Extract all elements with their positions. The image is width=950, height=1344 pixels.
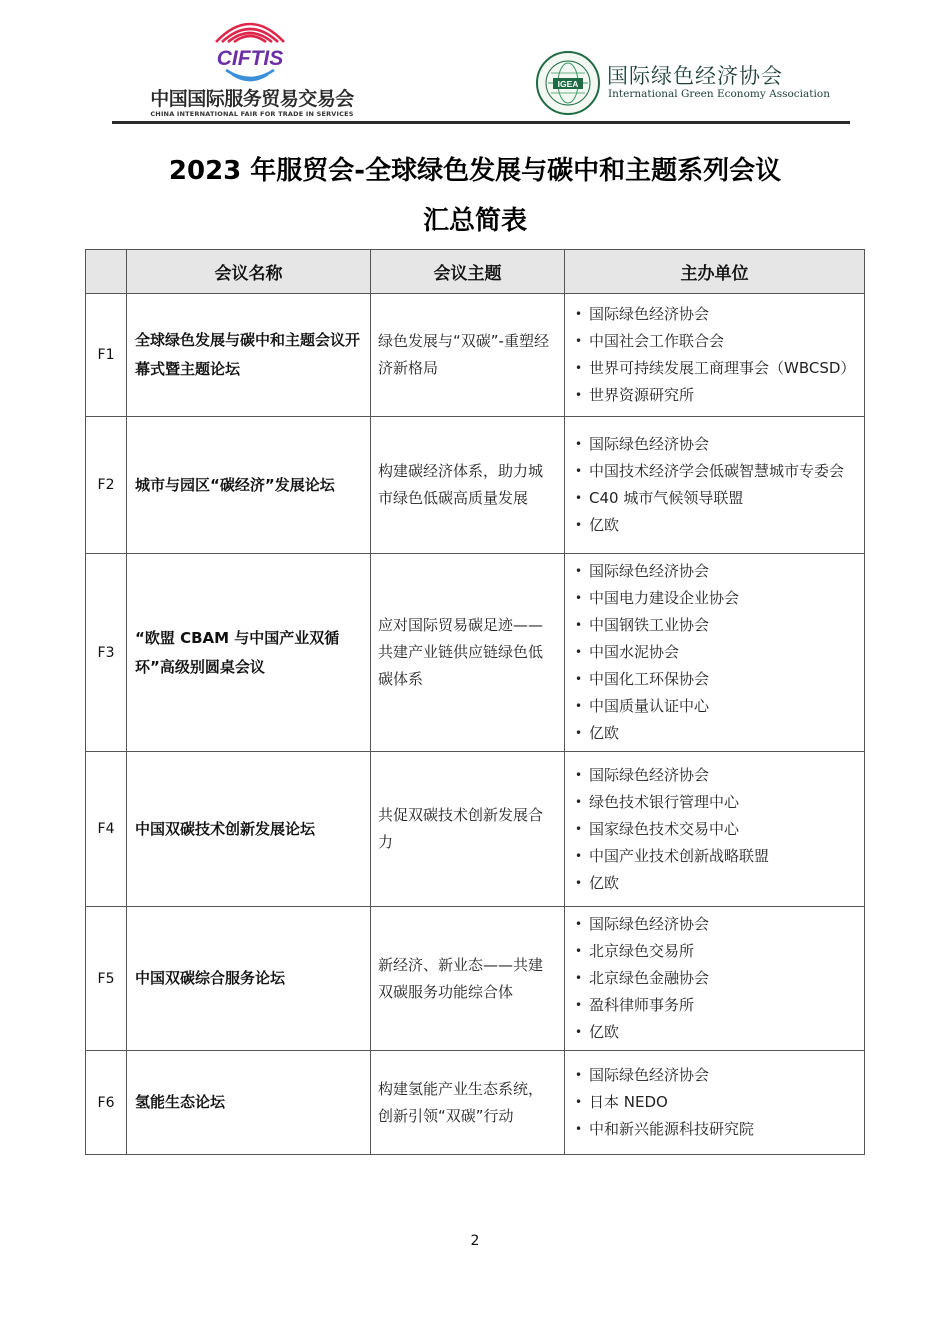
header-theme: 会议主题: [371, 250, 565, 294]
host-list-cell: [565, 417, 865, 554]
host-list-cell: [565, 294, 865, 417]
host-list-cell: [565, 554, 865, 752]
host-item: • 盈科律师事务所: [571, 992, 858, 1019]
meeting-theme: 绿色发展与“双碳”-重塑经济新格局: [371, 294, 565, 417]
host-item: • C40 城市气候领导联盟: [571, 485, 858, 512]
host-item: • 国际绿色经济协会: [571, 558, 858, 585]
ciftis-arcs-icon: [202, 14, 298, 94]
igea-name-cn: 国际绿色经济协会: [607, 64, 783, 88]
host-item: • 亿欧: [571, 1019, 858, 1046]
host-item: • 亿欧: [571, 870, 858, 897]
host-list: [571, 762, 858, 897]
host-list: [571, 1062, 858, 1143]
host-list-cell: [565, 752, 865, 907]
table-row: [86, 1051, 865, 1155]
row-code: F1: [86, 294, 127, 417]
table-header-row: [86, 250, 865, 294]
table-row: [86, 752, 865, 907]
meeting-name: “欧盟 CBAM 与中国产业双循环”高级别圆桌会议: [127, 554, 371, 752]
ciftis-logo: [138, 14, 358, 116]
ciftis-logo-text: CIFTIS: [216, 47, 284, 70]
host-item: • 中国技术经济学会低碳智慧城市专委会: [571, 458, 858, 485]
meeting-theme: 应对国际贸易碳足迹——共建产业链供应链绿色低碳体系: [371, 554, 565, 752]
host-item: • 世界可持续发展工商理事会（WBCSD）: [571, 355, 858, 382]
host-item: • 中国质量认证中心: [571, 693, 858, 720]
table-row: [86, 907, 865, 1051]
meeting-name: 城市与园区“碳经济”发展论坛: [127, 417, 371, 554]
igea-globe-seal-icon: [535, 50, 601, 116]
host-item: • 绿色技术银行管理中心: [571, 789, 858, 816]
host-list: [571, 911, 858, 1046]
meeting-name: 全球绿色发展与碳中和主题会议开幕式暨主题论坛: [127, 294, 371, 417]
igea-seal-text: IGEA: [557, 79, 579, 89]
table-row: [86, 554, 865, 752]
page-number: 2: [470, 1233, 480, 1249]
meeting-theme: 构建氢能产业生态系统，创新引领“双碳”行动: [371, 1051, 565, 1155]
host-item: • 北京绿色交易所: [571, 938, 858, 965]
host-item: • 国际绿色经济协会: [571, 431, 858, 458]
host-item: • 中国化工环保协会: [571, 666, 858, 693]
host-list: [571, 431, 858, 539]
row-code: F3: [86, 554, 127, 752]
host-item: • 中国电力建设企业协会: [571, 585, 858, 612]
row-code: F5: [86, 907, 127, 1051]
host-item: • 中和新兴能源科技研究院: [571, 1116, 858, 1143]
row-code: F2: [86, 417, 127, 554]
meeting-theme: 共促双碳技术创新发展合力: [371, 752, 565, 907]
host-item: • 国际绿色经济协会: [571, 911, 858, 938]
host-item: • 中国钢铁工业协会: [571, 612, 858, 639]
meeting-theme: 构建碳经济体系，助力城市绿色低碳高质量发展: [371, 417, 565, 554]
meeting-name: 氢能生态论坛: [127, 1051, 371, 1155]
host-item: • 国际绿色经济协会: [571, 1062, 858, 1089]
row-code: F4: [86, 752, 127, 907]
ciftis-name-cn: 中国国际服务贸易交易会: [150, 88, 354, 110]
host-list-cell: [565, 907, 865, 1051]
igea-name-en: International Green Economy Association: [608, 88, 830, 100]
host-item: • 国际绿色经济协会: [571, 762, 858, 789]
host-item: • 世界资源研究所: [571, 382, 858, 409]
table-row: [86, 417, 865, 554]
host-item: • 国家绿色技术交易中心: [571, 816, 858, 843]
header-host: 主办单位: [565, 250, 865, 294]
header-divider: [112, 121, 850, 124]
host-item: • 国际绿色经济协会: [571, 301, 858, 328]
host-item: • 中国产业技术创新战略联盟: [571, 843, 858, 870]
row-code: F6: [86, 1051, 127, 1155]
document-title: 2023 年服贸会-全球绿色发展与碳中和主题系列会议: [168, 156, 782, 186]
document-subtitle: 汇总简表: [422, 206, 527, 236]
meeting-theme: 新经济、新业态——共建双碳服务功能综合体: [371, 907, 565, 1051]
igea-logo: [535, 50, 835, 116]
header-name: 会议名称: [127, 250, 371, 294]
host-item: • 日本 NEDO: [571, 1089, 858, 1116]
host-item: • 亿欧: [571, 512, 858, 539]
meeting-name: 中国双碳技术创新发展论坛: [127, 752, 371, 907]
host-item: • 北京绿色金融协会: [571, 965, 858, 992]
host-list-cell: [565, 1051, 865, 1155]
table-row: [86, 294, 865, 417]
meeting-summary-table: [85, 249, 865, 1155]
meeting-name: 中国双碳综合服务论坛: [127, 907, 371, 1051]
host-list: [571, 301, 858, 409]
host-item: • 中国社会工作联合会: [571, 328, 858, 355]
host-item: • 中国水泥协会: [571, 639, 858, 666]
host-item: • 亿欧: [571, 720, 858, 747]
ciftis-name-en: CHINA INTERNATIONAL FAIR FOR TRADE IN SERVICES: [150, 110, 354, 118]
header-code: [86, 250, 127, 294]
host-list: [571, 558, 858, 747]
